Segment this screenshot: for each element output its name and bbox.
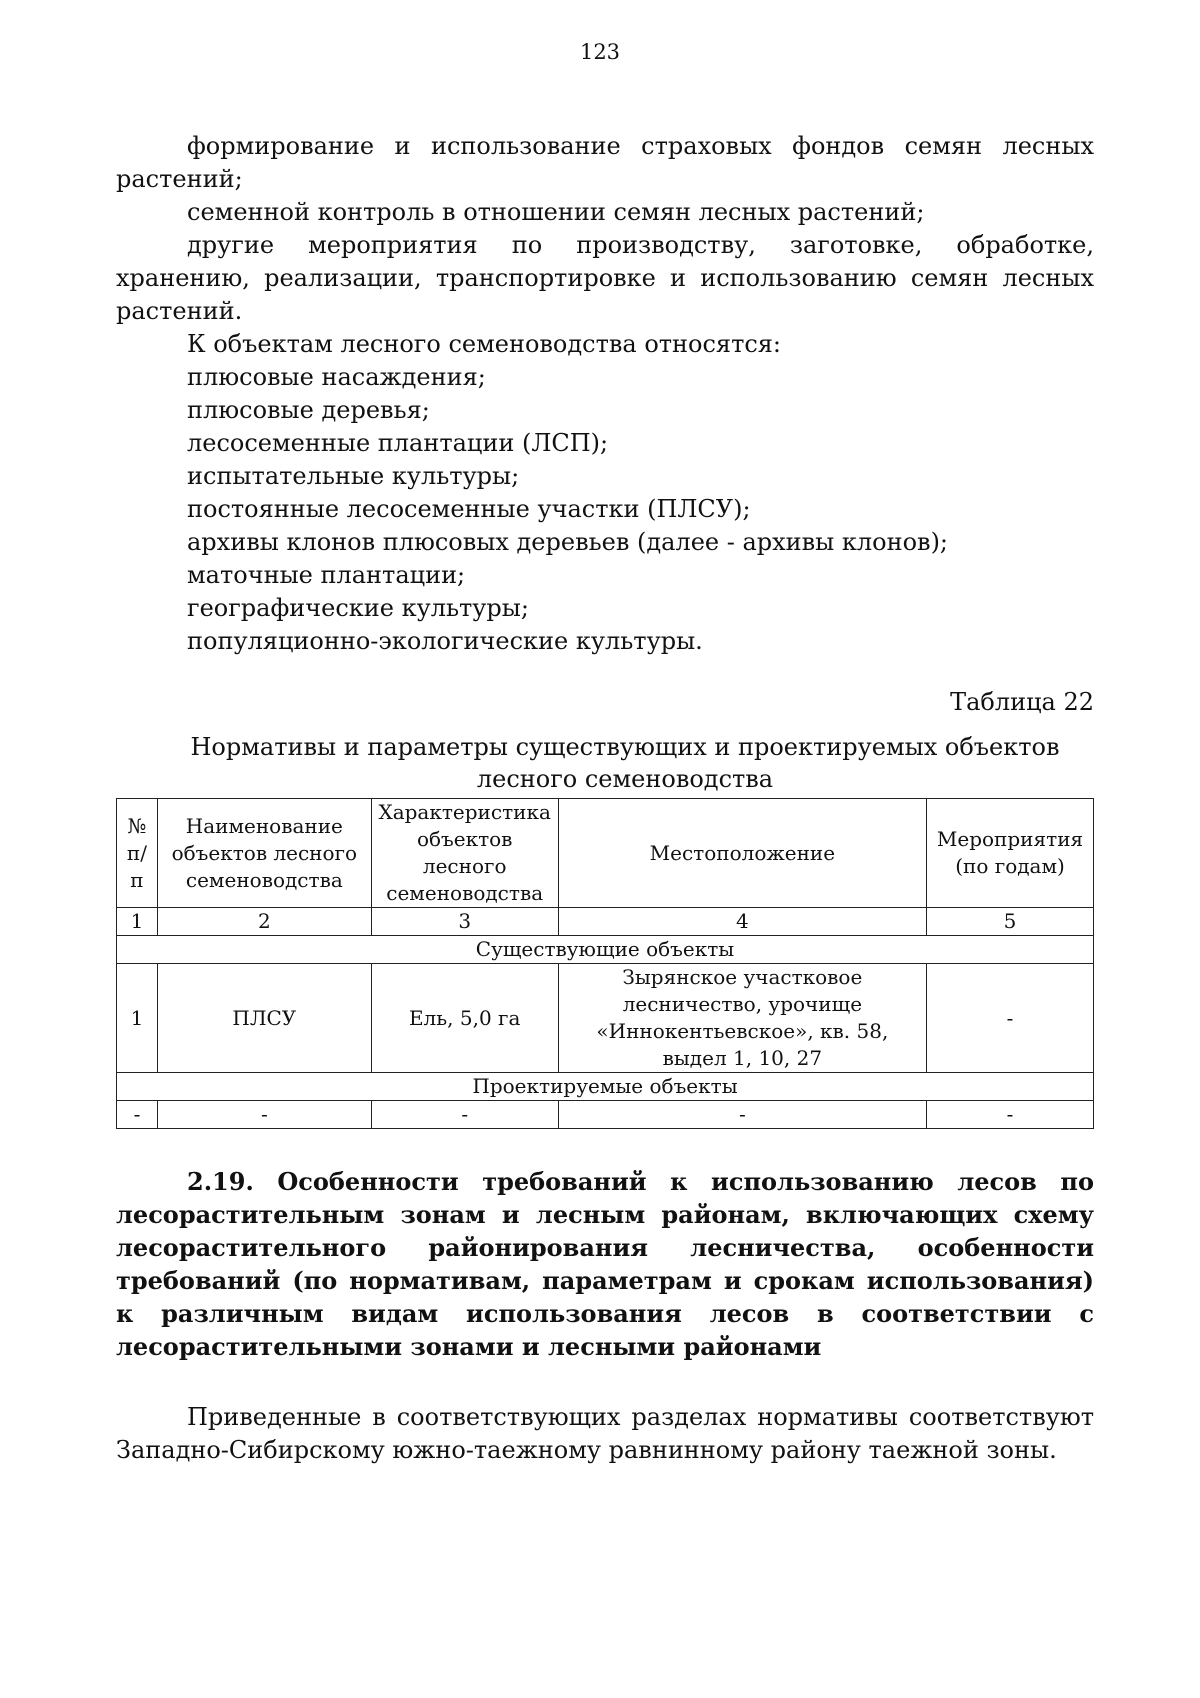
cell-empty: - <box>558 1101 926 1129</box>
section-heading: 2.19. Особенности требований к использованию лесов по лесорастительным зонам и лесным районам, включающих схему лесорастительного районирования лесничества, особенности требований (по нормативам, параметрам и срокам использования) к различным видам использования лесов в соответствии с лесорастительными зонами и лесными районами <box>116 1167 1094 1361</box>
section-row-existing <box>117 936 1094 964</box>
column-number: 3 <box>371 908 558 936</box>
list-item: испытательные культуры; <box>187 462 520 490</box>
cell-activities: - <box>927 964 1094 1073</box>
table-row <box>117 1101 1094 1129</box>
column-number: 4 <box>558 908 926 936</box>
list-item: географические культуры; <box>187 594 529 622</box>
section-row-projected <box>117 1073 1094 1101</box>
norms-table <box>116 798 1094 1129</box>
column-number: 2 <box>157 908 371 936</box>
table-title <box>116 731 1094 795</box>
list-item: маточные плантации; <box>187 561 466 589</box>
list-item: архивы клонов плюсовых деревьев (далее - архивы клонов); <box>187 528 949 556</box>
page-number: 123 <box>579 40 621 64</box>
column-number: 5 <box>927 908 1094 936</box>
cell-empty: - <box>117 1101 158 1129</box>
list-item: постоянные лесосеменные участки (ПЛСУ); <box>187 495 751 523</box>
header-num <box>117 799 158 908</box>
table-header-row <box>117 799 1094 908</box>
list-item: плюсовые насаждения; <box>187 363 486 391</box>
list-item: плюсовые деревья; <box>187 396 430 424</box>
header-name: Наименование объектов лесного семеноводства <box>157 799 371 908</box>
table-caption: Таблица 22 <box>950 688 1094 716</box>
projected-objects-label: Проектируемые объекты <box>117 1073 1094 1101</box>
document-body <box>116 130 1094 1467</box>
column-number: 1 <box>117 908 158 936</box>
list-item: популяционно-экологические культуры. <box>187 627 703 655</box>
cell-name: ПЛСУ <box>157 964 371 1073</box>
table-row <box>117 964 1094 1073</box>
cell-num: 1 <box>117 964 158 1073</box>
table-title-line: Нормативы и параметры существующих и проектируемых объектов <box>190 733 1060 761</box>
intro-paragraph: другие мероприятия по производству, заготовке, обработке, хранению, реализации, транспортировке и использованию семян лесных растений. <box>116 231 1094 325</box>
header-location: Местоположение <box>558 799 926 908</box>
list-item: лесосеменные плантации (ЛСП); <box>187 429 609 457</box>
table-title-line: лесного семеноводства <box>476 765 774 793</box>
column-number-row <box>117 908 1094 936</box>
intro-paragraph: К объектам лесного семеноводства относятся: <box>187 330 782 358</box>
cell-empty: - <box>157 1101 371 1129</box>
header-characteristic: Характеристика объектов лесного семеноводства <box>371 799 558 908</box>
cell-empty: - <box>371 1101 558 1129</box>
objects-list <box>116 361 1094 658</box>
final-paragraph: Приведенные в соответствующих разделах нормативы соответствуют Западно-Сибирскому южно-таежному равнинному району таежной зоны. <box>116 1403 1094 1464</box>
header-activities: Мероприятия (по годам) <box>927 799 1094 908</box>
header-num-abbr: п/п <box>126 840 147 892</box>
cell-empty: - <box>927 1101 1094 1129</box>
existing-objects-label: Существующие объекты <box>117 936 1094 964</box>
intro-paragraph: семенной контроль в отношении семян лесных растений; <box>187 198 925 226</box>
intro-paragraph: формирование и использование страховых фондов семян лесных растений; <box>116 132 1094 193</box>
cell-characteristic: Ель, 5,0 га <box>371 964 558 1073</box>
cell-location: Зырянское участковое лесничество, урочище «Иннокентьевское», кв. 58, выдел 1, 10, 27 <box>558 964 926 1073</box>
header-num-symbol: № <box>127 813 147 838</box>
